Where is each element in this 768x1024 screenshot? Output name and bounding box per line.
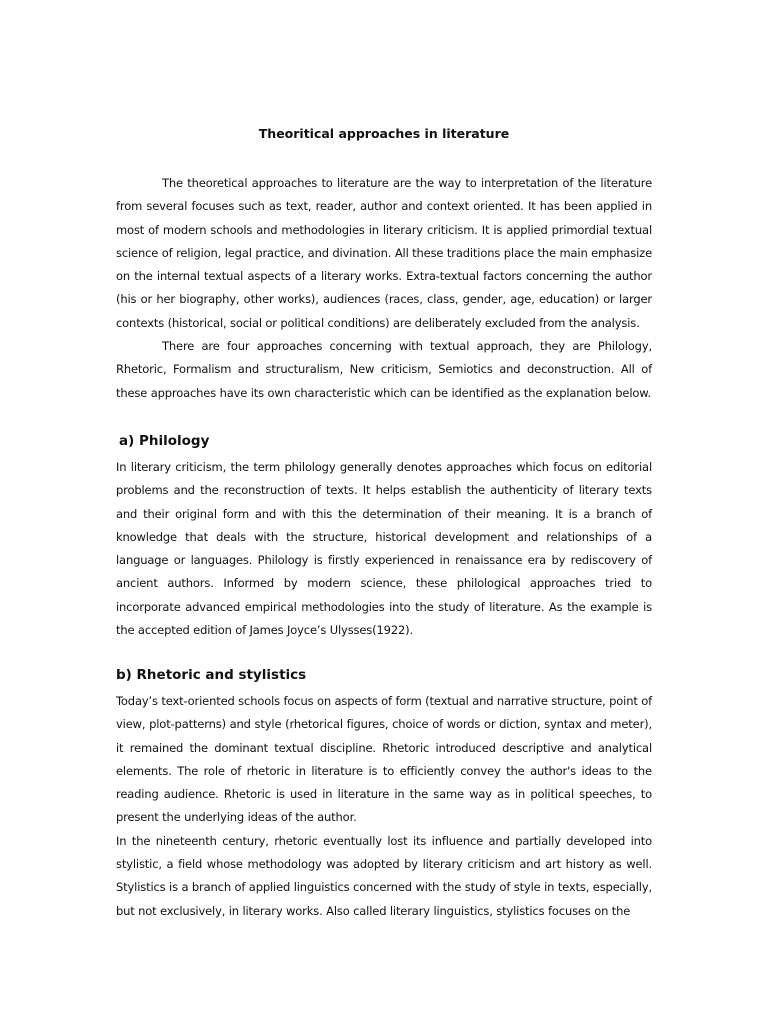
section-heading-rhetoric: b) Rhetoric and stylistics (116, 667, 307, 683)
section-rhetoric (116, 665, 652, 923)
document-title: Theoritical approaches in literature (258, 126, 510, 141)
section-philology (116, 431, 652, 642)
rhetoric-paragraph-1: Today’s text-oriented schools focus on aspects of form (textual and narrative structure, point of view, plot-patterns) and style (rhetorical figures, choice of words or diction, syntax and meter), it remained the dominant textual discipline. Rhetoric introduced descriptive and analytical elements. The role of rhetoric in literature is to efficiently convey the author's ideas to the reading audience. Rhetoric is used in literature in the same way as in political speeches, to present the underlying ideas of the author. (116, 694, 652, 825)
intro-section (116, 172, 652, 405)
section-heading-philology: a) Philology (119, 433, 210, 449)
intro-paragraph-1: The theoretical approaches to literature are the way to interpretation of the literature from several focuses such as text, reader, author and context oriented. It has been applied in most of modern schools and methodologies in literary criticism. It is applied primordial textual science of religion, legal practice, and divination. All these traditions place the main emphasize on the internal textual aspects of a literary works. Extra-textual factors concerning the author (his or her biography, other works), audiences (races, class, gender, age, education) or larger contexts (historical, social or political conditions) are deliberately excluded from the analysis. (116, 176, 652, 330)
intro-paragraph-2: There are four approaches concerning with textual approach, they are Philology, Rhetoric, Formalism and structuralism, New criticism, Semiotics and deconstruction. All of these approaches have its own characteristic which can be identified as the explanation below. (116, 339, 652, 400)
rhetoric-paragraph-2: In the nineteenth century, rhetoric eventually lost its influence and partially developed into stylistic, a field whose methodology was adopted by literary criticism and art history as well. Stylistics is a branch of applied linguistics concerned with the study of style in texts, especially, but not exclusively, in literary works. Also called literary linguistics, stylistics focuses on the (116, 833, 652, 918)
philology-paragraph: In literary criticism, the term philology generally denotes approaches which focus on editorial problems and the reconstruction of texts. It helps establish the authenticity of literary texts and their original form and with this the determination of their meaning. It is a branch of knowledge that deals with the structure, historical development and relationships of a language or languages. Philology is firstly experienced in renaissance era by rediscovery of ancient authors. Informed by modern science, these philological approaches tried to incorporate advanced empirical methodologies into the study of literature. As the example is the accepted edition of James Joyce’s Ulysses(1922). (116, 460, 652, 638)
